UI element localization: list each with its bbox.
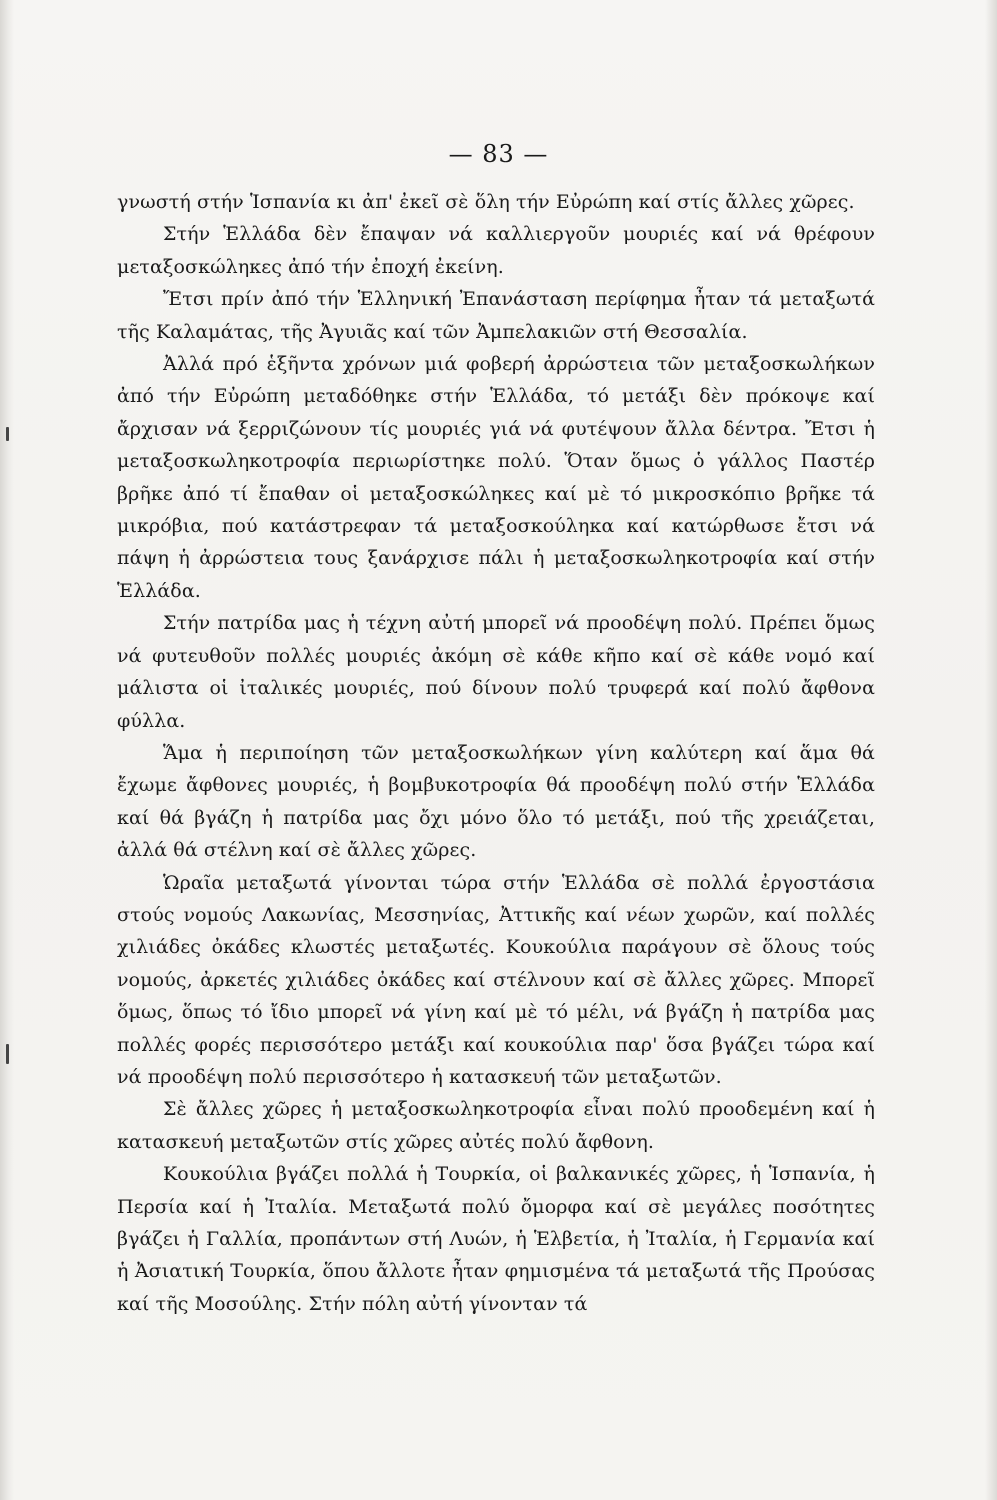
paragraph: Ἔτσι πρίν ἀπό τήν Ἑλληνική Ἐπανάσταση περίφημα ἦταν τά μεταξωτά τῆς Καλαμάτας, τῆς Ἀγυιᾶς καί τῶν Ἀμπελακιῶν στή Θεσσαλία. [117,288,875,343]
paragraph: Ὡραῖα μεταξωτά γίνονται τώρα στήν Ἑλλάδα σὲ πολλά ἐργοστάσια στούς νομούς Λακωνίας, Μεσσηνίας, Ἀττικῆς καί νέων χωρῶν, καί πολλές χιλιάδες ὀκάδες κλωστές μεταξωτές. Κουκούλια παράγουν σὲ ὅλους τούς νομούς, ἀρκετές χιλιάδες ὀκάδες καί στέλνουν καί σὲ ἄλλες χῶρες. Μπορεῖ ὅμως, ὅπως τό ἴδιο μπορεῖ νά γίνη καί μὲ τό μέλι, νά βγάζη ἡ πατρίδα μας πολλές φορές περισσότερο μετάξι καί κουκούλια παρ' ὅσα βγάζει τώρα καί νά προοδέψη πολύ περισσότερο ἡ κατασκευή τῶν μεταξωτῶν. [117,871,875,1088]
paragraph: Ἅμα ἡ περιποίηση τῶν μεταξοσκωλήκων γίνη καλύτερη καί ἅμα θά ἔχωμε ἄφθονες μουριές, ἡ βομβυκοτροφία θά προοδέψη πολύ στήν Ἑλλάδα καί θά βγάζη ἡ πατρίδα μας ὄχι μόνο ὅλο τό μετάξι, πού τῆς χρειάζεται, ἀλλά θά στέλνη καί σὲ ἄλλες χῶρες. [117,741,875,862]
paragraph: Στήν πατρίδα μας ἡ τέχνη αὐτή μπορεῖ νά προοδέψη πολύ. Πρέπει ὅμως νά φυτευθοῦν πολλές μουριές ἀκόμη σὲ κάθε κῆπο καί σὲ κάθε νομό καί μάλιστα οἱ ἰταλικές μουριές, πού δίνουν πολύ τρυφερά καί πολύ ἄφθονα φύλλα. [117,612,875,732]
page-number: — 83 — [448,140,549,168]
paragraph: Στήν Ἑλλάδα δὲν ἔπαψαν νά καλλιεργοῦν μουριές καί νά θρέφουν μεταξοσκώληκες ἀπό τήν ἐποχή ἐκείνη. [117,223,875,278]
body-text [117,186,875,1320]
paragraph: γνωστή στήν Ἱσπανία κι ἀπ' ἐκεῖ σὲ ὅλη τήν Εὐρώπη καί στίς ἄλλες χῶρες. [117,191,855,213]
paragraph: Κουκούλια βγάζει πολλά ἡ Τουρκία, οἱ βαλκανικές χῶρες, ἡ Ἱσπανία, ἡ Περσία καί ἡ Ἰταλία. Μεταξωτά πολύ ὄμορφα καί σὲ μεγάλες ποσότητες βγάζει ἡ Γαλλία, προπάντων στή Λυών, ἡ Ἑλβετία, ἡ Ἰταλία, ἡ Γερμανία καί ἡ Ἀσιατική Τουρκία, ὅπου ἄλλοτε ἦταν φημισμένα τά μεταξωτά τῆς Προύσας καί τῆς Μοσούλης. Στήν πόλη αὐτή γίνονταν τά [117,1163,875,1315]
paragraph: Ἀλλά πρό ἑξῆντα χρόνων μιά φοβερή ἀρρώστεια τῶν μεταξοσκωλήκων ἀπό τήν Εὐρώπη μεταδόθηκε στήν Ἑλλάδα, τό μετάξι δὲν πρόκοψε καί ἄρχισαν νά ξερριζώνουν τίς μουριές γιά νά φυτέψουν ἄλλα δέντρα. Ἔτσι ἡ μεταξοσκωληκοτροφία περιωρίστηκε πολύ. Ὅταν ὅμως ὁ γάλλος Παστέρ βρῆκε ἀπό τί ἔπαθαν οἱ μεταξοσκώληκες καί μὲ τό μικροσκόπιο βρῆκε τά μικρόβια, πού κατάστρεφαν τά μεταξοσκούληκα καί κατώρθωσε ἔτσι νά πάψη ἡ ἀρρώστεια τους ξανάρχισε πάλι ἡ μεταξοσκωληκοτροφία καί στήν Ἑλλάδα. [117,353,875,602]
page-left-edge-shadow [0,0,14,1500]
page-right-edge-shadow [985,0,997,1500]
margin-mark [6,1044,9,1064]
paragraph: Σὲ ἄλλες χῶρες ἡ μεταξοσκωληκοτροφία εἶναι πολύ προοδεμένη καί ἡ κατασκευή μεταξωτῶν στίς χῶρες αὐτές πολύ ἄφθονη. [117,1098,875,1153]
margin-mark [6,427,9,441]
